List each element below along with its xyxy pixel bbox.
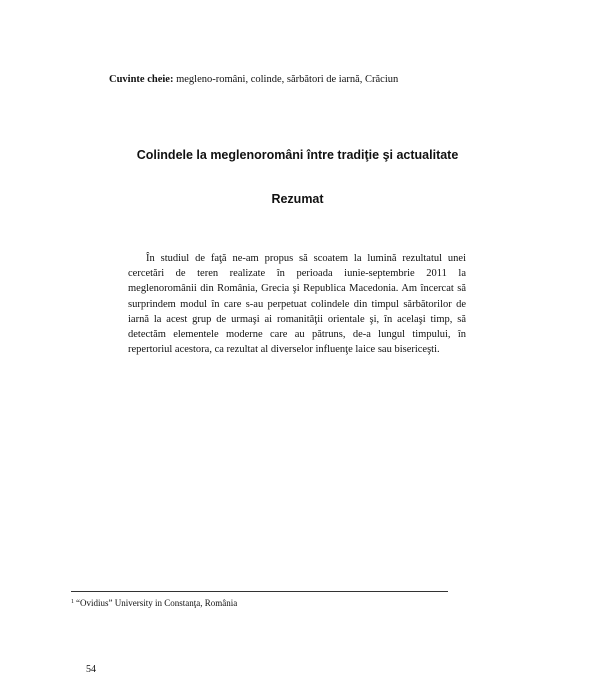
footnote-separator — [71, 591, 448, 592]
abstract-heading: Rezumat — [271, 192, 324, 206]
footnote-marker: 1 — [71, 599, 74, 605]
footnote — [71, 596, 471, 609]
keywords-label: Cuvinte cheie: — [109, 74, 174, 85]
keywords-value: megleno-români, colinde, sărbători de iarnă, Crăciun — [173, 74, 399, 85]
article-title: Colindele la meglenoromâni între tradiţie şi actualitate — [136, 148, 459, 162]
footnote-text: “Ovidius” University in Constanţa, România — [76, 598, 238, 608]
abstract-paragraph: În studiul de faţă ne-am propus să scoatem la lumină rezultatul unei cercetări de teren realizate în perioada iunie-septembrie 2011 la meglenoromânii din România, Grecia şi Republica Macedonia. Am încercat să surprindem modul în care s-au perpetuat colindele din timpul sărbătorilor de iarnă la acest grup de urmaşi ai romanităţii orientale şi, în acelaşi timp, să detectăm elementele moderne care au pătruns, de-a lungul timpului, în repertoriul acestora, ca rezultat al diverselor influenţe laice sau bisericeşti. — [128, 253, 466, 356]
keywords-line — [109, 73, 519, 87]
page-number: 54 — [86, 664, 96, 675]
